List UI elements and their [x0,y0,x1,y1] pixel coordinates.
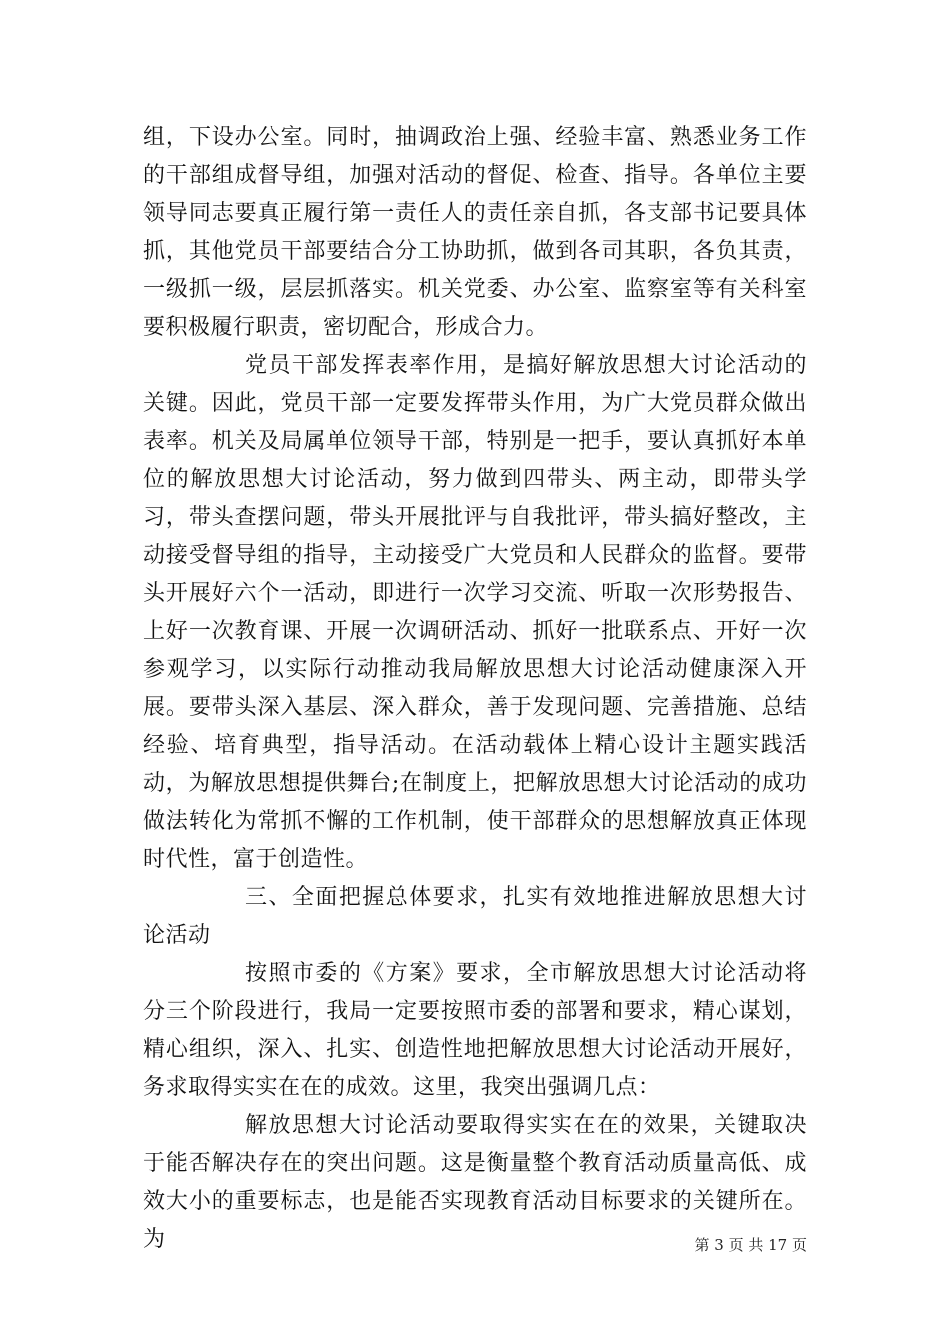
paragraph-continuation: 组，下设办公室。同时，抽调政治上强、经验丰富、熟悉业务工作的干部组成督导组，加强对活动的督促、检查、指导。各单位主要领导同志要真正履行第一责任人的责任亲自抓，各支部书记要具体抓，其他党员干部要结合分工协助抓，做到各司其职，各负其责，一级抓一级，层层抓落实。机关党委、办公室、监察室等有关科室要积极履行职责，密切配合，形成合力。 [143,125,807,340]
section-heading-3: 三、全面把握总体要求，扎实有效地推进解放思想大讨论活动 [143,885,807,948]
document-body [143,119,807,1259]
paragraph-plan: 按照市委的《方案》要求，全市解放思想大讨论活动将分三个阶段进行，我局一定要按照市委的部署和要求，精心谋划，精心组织，深入、扎实、创造性地把解放思想大讨论活动开展好，务求取得实实在在的成效。这里，我突出强调几点： [143,961,807,1100]
paragraph-key-issues: 解放思想大讨论活动要取得实实在在的效果，关键取决于能否解决存在的突出问题。这是衡量整个教育活动质量高低、成效大小的重要标志，也是能否实现教育活动目标要求的关键所在。为 [143,1113,807,1252]
paragraph-party-cadres: 党员干部发挥表率作用，是搞好解放思想大讨论活动的关键。因此，党员干部一定要发挥带头作用，为广大党员群众做出表率。机关及局属单位领导干部，特别是一把手，要认真抓好本单位的解放思想大讨论活动，努力做到四带头、两主动，即带头学习，带头查摆问题，带头开展批评与自我批评，带头搞好整改，主动接受督导组的指导，主动接受广大党员和人民群众的监督。要带头开展好六个一活动，即进行一次学习交流、听取一次形势报告、上好一次教育课、开展一次调研活动、抓好一批联系点、开好一次参观学习，以实际行动推动我局解放思想大讨论活动健康深入开展。要带头深入基层、深入群众，善于发现问题、完善措施、总结经验、培育典型，指导活动。在活动载体上精心设计主题实践活动，为解放思想提供舞台;在制度上，把解放思想大讨论活动的成功做法转化为常抓不懈的工作机制，使干部群众的思想解放真正体现时代性，富于创造性。 [143,353,807,872]
page-number-footer: 第 3 页 共 17 页 [694,1236,807,1254]
